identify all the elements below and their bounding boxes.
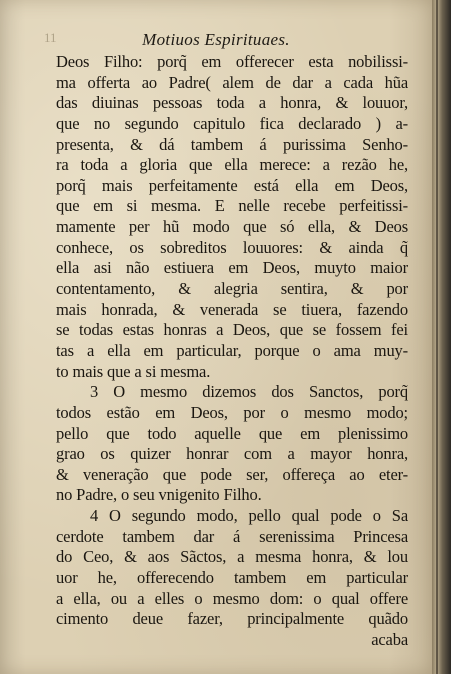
text-line: porq̃ mais perfeitamente está ella em Deos, <box>56 175 408 195</box>
text-line: mamente per hũ modo que só ella, & Deos <box>56 217 408 237</box>
text-line: mais honrada, & venerada se tiuera, fazendo <box>56 299 408 319</box>
text-line: ella asi não estiuera em Deos, muyto maior <box>56 258 408 278</box>
text-line: & veneração que pode ser, offereça ao eter- <box>56 464 408 484</box>
text-line: do Ceo, & aos Sãctos, a mesma honra, & lou <box>56 547 408 567</box>
text-line: cerdote tambem dar á serenissima Princesa <box>56 526 408 546</box>
page-edge <box>432 0 451 674</box>
text-line: a ella, ou a elles o mesmo dom: o qual offere <box>56 588 408 608</box>
text-line: ma offerta ao Padre( alem de dar a cada hũa <box>56 72 408 92</box>
text-line: das diuinas pessoas toda a honra, & louuor, <box>56 93 408 113</box>
text-line: 3 O mesmo dizemos dos Sanctos, porq̃ <box>90 382 408 402</box>
text-line: contentamento, & alegria sentira, & por <box>56 279 408 299</box>
text-line: grao os quizer honrar com a mayor honra, <box>56 444 408 464</box>
text-line: cimento deue fazer, principalmente quãdo <box>56 609 408 629</box>
text-line: no Padre, o seu vnigenito Filho. <box>56 485 262 505</box>
text-line: ra toda a gloria que ella merece: a rezão he, <box>56 155 408 175</box>
text-line: 4 O segundo modo, pello qual pode o Sa <box>90 506 408 526</box>
text-line: pello que todo aquelle que em plenissimo <box>56 423 408 443</box>
text-line: conhece, os sobreditos louuores: & ainda q̃ <box>56 237 408 257</box>
text-line: que no segundo capitulo fica declarado ) a- <box>56 113 408 133</box>
text-line: acaba <box>371 629 408 649</box>
text-line: Deos Filho: porq̃ em offerecer esta nobilissi- <box>56 52 408 71</box>
text-line: presenta, & dá tambem á purissima Senho- <box>56 134 408 154</box>
text-line: se todas estas honras a Deos, que se fossem fei <box>56 320 408 340</box>
text-line: tas a ella em particular, porque o ama muy- <box>56 340 408 360</box>
running-head: Motiuos Espirituaes. <box>142 30 290 49</box>
body-text <box>56 52 408 651</box>
page-number: 11 <box>44 30 57 45</box>
text-line: que em si mesma. E nelle recebe perfeitissi- <box>56 196 408 216</box>
gutter-shadow <box>436 0 438 674</box>
text-line: todos estão em Deos, por o mesmo modo; <box>56 402 408 422</box>
text-line: uor he, offerecendo tambem em particular <box>56 568 408 588</box>
text-line: to mais que a si mesma. <box>56 361 211 381</box>
